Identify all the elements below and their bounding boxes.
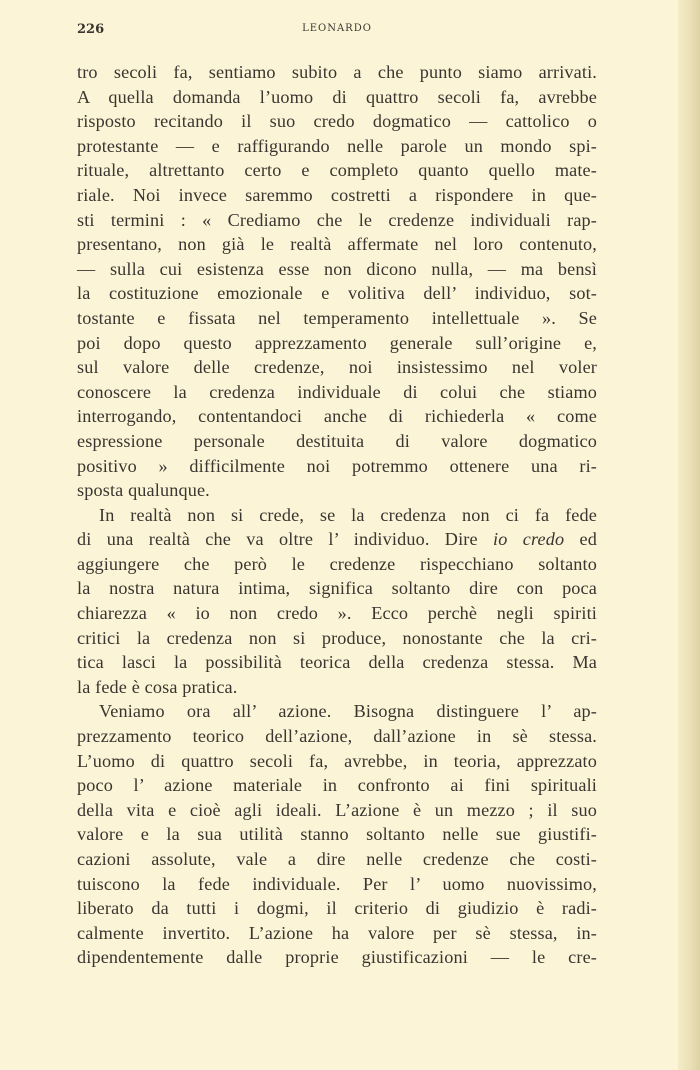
text-run: prezzamento teorico dell’azione, dall’azione in sè stessa.	[77, 726, 597, 747]
line-content	[77, 308, 597, 328]
line-content	[77, 603, 597, 623]
text-run: poco l’ azione materiale in confronto ai fini spirituali	[77, 775, 597, 796]
text-run: — sulla cui esistenza esse non dicono nulla, — ma bensì	[77, 258, 597, 279]
text-run: la costituzione emozionale e volitiva dell’ individuo, sot-	[77, 283, 597, 304]
text-run: tro secoli fa, sentiamo subito a che punto siamo arrivati.	[77, 62, 597, 82]
text-line	[77, 675, 597, 700]
text-line	[77, 60, 597, 85]
line-content	[77, 111, 597, 131]
line-content	[77, 947, 597, 967]
line-content	[77, 898, 597, 918]
text-line	[77, 478, 597, 503]
page-number: 226	[77, 22, 105, 37]
line-content	[77, 824, 597, 844]
text-line	[77, 749, 597, 774]
line-content	[77, 406, 597, 426]
text-run: rituale, altrettanto certo e completo quanto quello mate-	[77, 160, 597, 181]
line-content	[99, 701, 597, 721]
text-line	[77, 724, 597, 749]
text-line	[77, 503, 597, 528]
line-content	[77, 800, 597, 820]
text-line	[77, 429, 597, 454]
text-run: critici la credenza non si produce, nonostante che la cri-	[77, 627, 597, 648]
text-line	[77, 109, 597, 134]
line-content	[77, 529, 597, 549]
text-line	[77, 798, 597, 823]
running-title: LEONARDO	[302, 23, 372, 34]
text-line	[77, 158, 597, 183]
text-line	[77, 306, 597, 331]
text-run: sti termini : « Crediamo che le credenze individuali rap-	[77, 209, 597, 230]
text-line	[77, 404, 597, 429]
text-run: la nostra natura intima, significa soltanto dire con poca	[77, 578, 597, 599]
text-run: risposto recitando il suo credo dogmatico — cattolico o	[77, 111, 597, 132]
text-line	[77, 699, 597, 724]
text-run: di una realtà che va oltre l’ individuo. Dire	[77, 529, 494, 550]
text-line	[77, 380, 597, 405]
line-content	[99, 505, 597, 525]
text-run: sul valore delle credenze, noi insistessimo nel voler	[77, 357, 597, 378]
line-content	[77, 578, 597, 598]
text-run: positivo » difficilmente noi potremmo ottenere una ri-	[77, 455, 597, 476]
text-line	[77, 355, 597, 380]
text-run: presentano, non già le realtà affermate nel loro contenuto,	[77, 234, 597, 255]
line-content	[77, 554, 597, 574]
text-run: della vita e cioè agli ideali. L’azione è un mezzo ; il suo	[77, 799, 597, 820]
text-run: chiarezza « io non credo ». Ecco perchè negli spiriti	[77, 603, 597, 624]
text-run: conoscere la credenza individuale di colui che stiamo	[77, 381, 597, 402]
text-line	[77, 822, 597, 847]
text-run: protestante — e raffigurando nelle parole un mondo spi-	[77, 135, 597, 156]
text-line	[77, 527, 597, 552]
text-line	[77, 896, 597, 921]
text-run: ed	[564, 529, 598, 550]
line-content	[77, 382, 597, 402]
line-content	[77, 923, 597, 943]
line-content	[77, 775, 597, 795]
line-content	[77, 849, 597, 869]
line-content	[77, 333, 597, 353]
text-run: tostante e fissata nel temperamento intellettuale ». Se	[77, 307, 597, 328]
line-content	[77, 136, 597, 156]
text-line	[77, 257, 597, 282]
text-line	[77, 232, 597, 257]
text-run: A quella domanda l’uomo di quattro secoli fa, avrebbe	[77, 86, 597, 107]
line-content	[77, 456, 597, 476]
text-run: la fede è cosa pratica.	[77, 676, 238, 697]
text-line	[77, 552, 597, 577]
text-line	[77, 601, 597, 626]
line-content	[77, 160, 597, 180]
body-text	[77, 60, 597, 970]
text-run: Veniamo ora all’ azione. Bisogna distinguere l’ ap-	[99, 701, 597, 722]
line-content	[77, 62, 597, 82]
paragraph	[77, 503, 597, 700]
line-content	[77, 210, 597, 230]
text-line	[77, 454, 597, 479]
text-run: tuiscono la fede individuale. Per l’ uomo nuovissimo,	[77, 873, 597, 894]
text-run: liberato da tutti i dogmi, il criterio di giudizio è radi-	[77, 898, 597, 919]
text-run: poi dopo questo apprezzamento generale sull’origine e,	[77, 332, 597, 353]
line-content	[77, 677, 237, 697]
text-line	[77, 85, 597, 110]
text-line	[77, 626, 597, 651]
text-line	[77, 921, 597, 946]
text-run: dipendentemente dalle proprie giustificazioni — le cre-	[77, 947, 597, 968]
text-line	[77, 281, 597, 306]
line-content	[77, 652, 597, 672]
line-content	[77, 185, 597, 205]
italic-phrase: io credo	[493, 529, 565, 550]
text-line	[77, 208, 597, 233]
text-run: calmente invertito. L’azione ha valore per sè stessa, in-	[77, 922, 597, 943]
text-line	[77, 134, 597, 159]
text-line	[77, 331, 597, 356]
line-content	[77, 874, 597, 894]
text-run: valore e la sua utilità stanno soltanto nelle sue giustifi-	[77, 824, 597, 845]
page-header	[77, 22, 597, 42]
text-run: riale. Noi invece saremmo costretti a rispondere in que-	[77, 184, 597, 205]
line-content	[77, 87, 597, 107]
paragraph	[77, 60, 597, 503]
text-run: interrogando, contentandoci anche di richiederla « come	[77, 406, 597, 427]
text-line	[77, 847, 597, 872]
line-content	[77, 628, 597, 648]
page-edge	[678, 0, 700, 1070]
paragraph	[77, 699, 597, 970]
text-run: espressione personale destituita di valore dogmatico	[77, 430, 597, 451]
line-content	[77, 283, 597, 303]
text-line	[77, 872, 597, 897]
line-content	[77, 431, 597, 451]
text-run: tica lasci la possibilità teorica della credenza stessa. Ma	[77, 652, 597, 673]
line-content	[77, 259, 597, 279]
text-run: sposta qualunque.	[77, 480, 210, 501]
text-line	[77, 183, 597, 208]
text-line	[77, 576, 597, 601]
text-run: In realtà non si crede, se la credenza non ci fa fede	[99, 504, 597, 525]
text-line	[77, 650, 597, 675]
text-run: aggiungere che però le credenze rispecchiano soltanto	[77, 553, 597, 574]
line-content	[77, 480, 210, 500]
text-line	[77, 773, 597, 798]
text-run: L’uomo di quattro secoli fa, avrebbe, in teoria, apprezzato	[77, 750, 597, 771]
line-content	[77, 726, 597, 746]
text-run: cazioni assolute, vale a dire nelle credenze che costi-	[77, 849, 597, 869]
text-line	[77, 945, 597, 970]
line-content	[77, 234, 597, 254]
line-content	[77, 357, 597, 377]
line-content	[77, 751, 597, 771]
